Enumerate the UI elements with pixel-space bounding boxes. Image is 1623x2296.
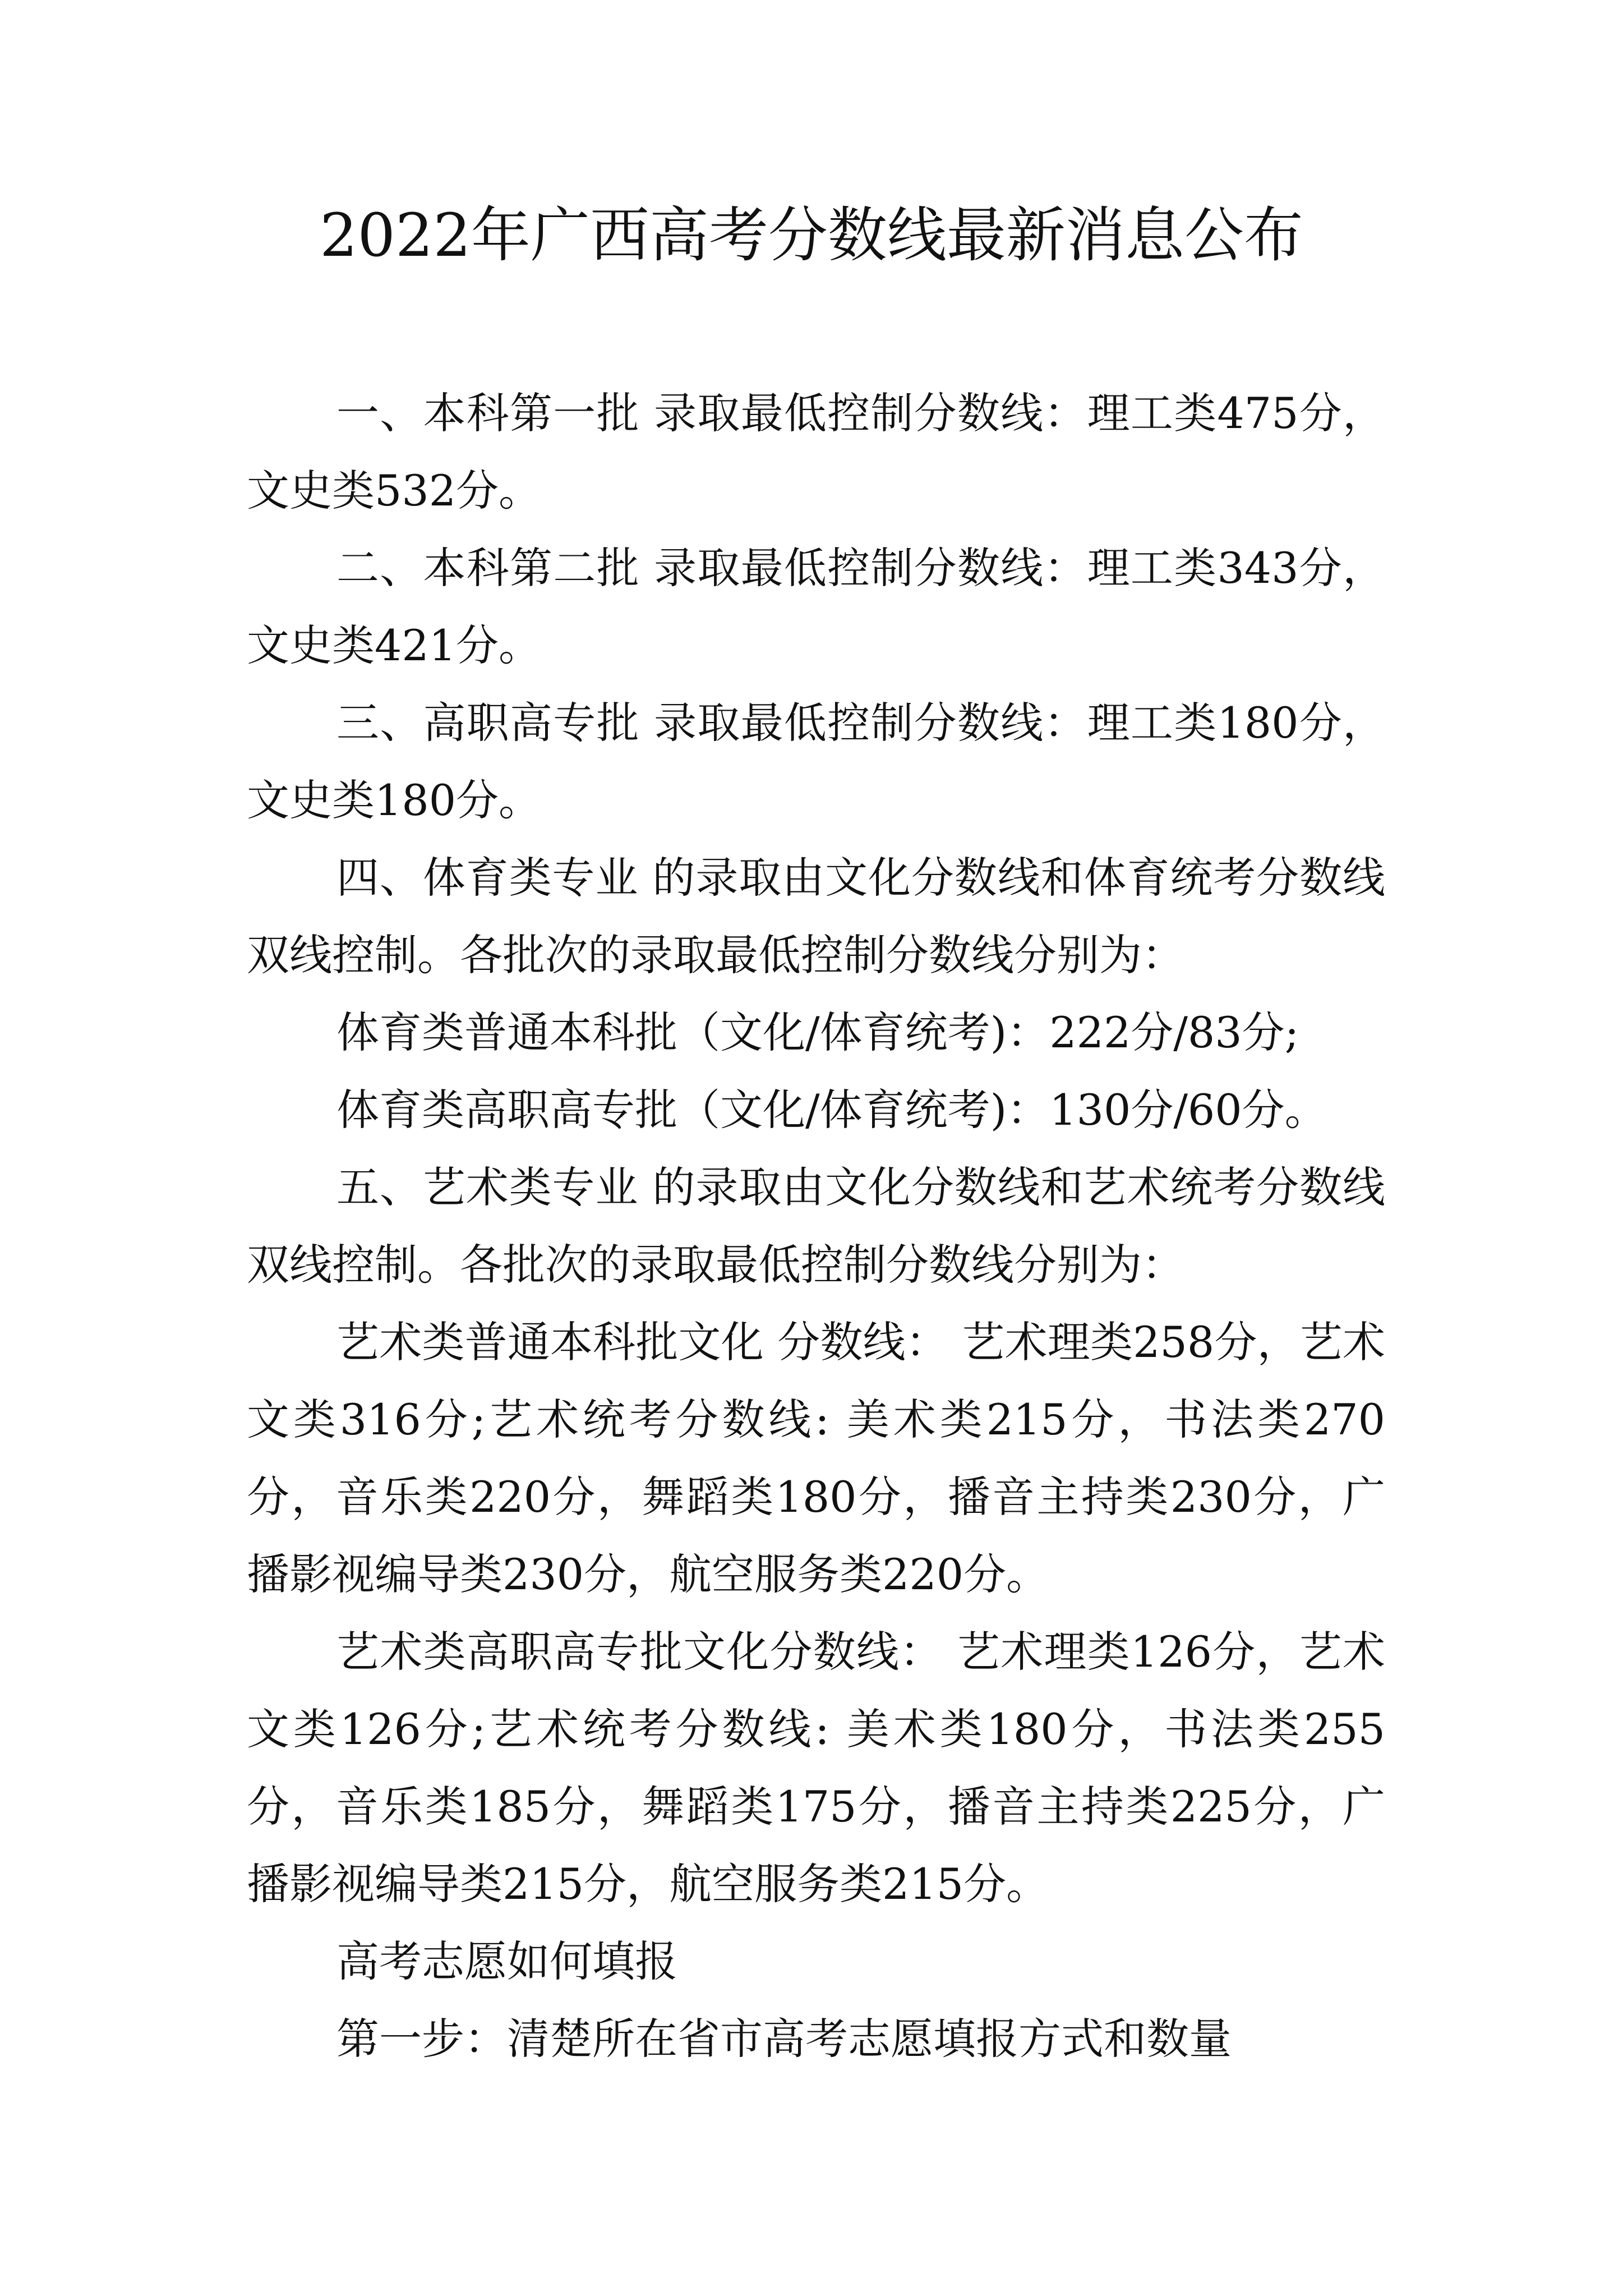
document-body bbox=[247, 375, 1385, 2078]
paragraph-sports-undergrad: 体育类普通本科批（文化/体育统考)：222分/83分; bbox=[336, 1007, 1299, 1057]
paragraph-sports-vocational: 体育类高职高专批（文化/体育统考)：130分/60分。 bbox=[336, 1085, 1327, 1135]
document-title: 2022年广西高考分数线最新消息公布 bbox=[320, 201, 1303, 270]
paragraph-arts-intro: 五、艺术类专业 的录取由文化分数线和艺术统考分数线双线控制。各批次的录取最低控制分数线分别为： bbox=[247, 1162, 1385, 1290]
paragraph-arts-vocational: 艺术类高职高专批文化分数线： 艺术理类126分，艺术文类126分;艺术统考分数线: 美术类180分，书法类255分，音乐类185分，舞蹈类175分，播音主持类225分，广播影视编导类215分，航空服务类215分。 bbox=[247, 1627, 1385, 1909]
paragraph-step-one: 第一步：清楚所在省市高考志愿填报方式和数量 bbox=[336, 2014, 1232, 2064]
paragraph-undergrad-first-batch: 一、本科第一批 录取最低控制分数线：理工类475分，文史类532分。 bbox=[247, 388, 1385, 516]
paragraph-application-heading: 高考志愿如何填报 bbox=[336, 1936, 677, 1986]
paragraph-vocational-batch: 三、高职高专批 录取最低控制分数线：理工类180分，文史类180分。 bbox=[247, 698, 1385, 825]
paragraph-arts-undergrad: 艺术类普通本科批文化 分数线： 艺术理类258分，艺术文类316分;艺术统考分数线: 美术类215分，书法类270分，音乐类220分，舞蹈类180分，播音主持类230分，广播影视编导类230分，航空服务类220分。 bbox=[247, 1317, 1385, 1599]
paragraph-undergrad-second-batch: 二、本科第二批 录取最低控制分数线：理工类343分，文史类421分。 bbox=[247, 543, 1385, 670]
paragraph-sports-intro: 四、体育类专业 的录取由文化分数线和体育统考分数线双线控制。各批次的录取最低控制分数线分别为： bbox=[247, 853, 1385, 980]
